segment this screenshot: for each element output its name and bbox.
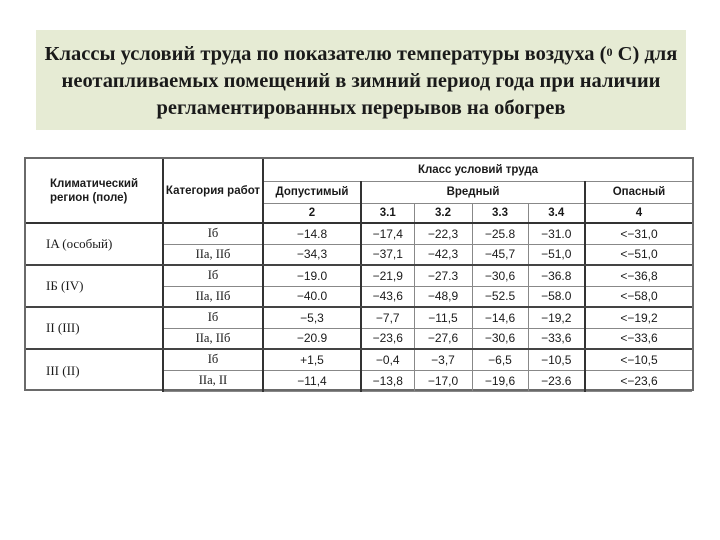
value-cell: −48,9 — [414, 286, 472, 307]
value-cell: −0,4 — [361, 349, 414, 370]
subclass-4: 4 — [585, 203, 692, 223]
value-cell: −27,6 — [414, 328, 472, 349]
category-cell: IIа, IIб — [163, 286, 263, 307]
value-cell: −19,2 — [528, 307, 585, 328]
value-cell: −58.0 — [528, 286, 585, 307]
value-cell: −10,5 — [528, 349, 585, 370]
value-cell: −23.6 — [528, 370, 585, 391]
category-cell: IIа, IIб — [163, 244, 263, 265]
value-cell: −33,6 — [528, 328, 585, 349]
header-permissible: Допустимый — [263, 181, 361, 203]
category-cell: IIа, IIб — [163, 328, 263, 349]
value-cell: −52.5 — [472, 286, 528, 307]
table-row — [26, 265, 692, 286]
value-cell: <−23,6 — [585, 370, 692, 391]
value-cell: −20.9 — [263, 328, 361, 349]
value-cell: −11,5 — [414, 307, 472, 328]
title-part-1: Классы условий труда по показателю температуры воздуха ( — [44, 42, 607, 65]
value-cell: −19.0 — [263, 265, 361, 286]
value-cell: −19,6 — [472, 370, 528, 391]
value-cell: −43,6 — [361, 286, 414, 307]
value-cell: −14.8 — [263, 223, 361, 244]
value-cell: −42,3 — [414, 244, 472, 265]
value-cell: <−58,0 — [585, 286, 692, 307]
title-superscript: 0 — [606, 44, 613, 59]
category-cell: Iб — [163, 265, 263, 286]
value-cell: −17,4 — [361, 223, 414, 244]
region-cell: IБ (IV) — [26, 265, 163, 307]
subclass-3-4: 3.4 — [528, 203, 585, 223]
value-cell: −40.0 — [263, 286, 361, 307]
subclass-3-1: 3.1 — [361, 203, 414, 223]
header-category: Категория работ — [163, 159, 263, 223]
header-region: Климатический регион (поле) — [26, 159, 163, 223]
value-cell: −27.3 — [414, 265, 472, 286]
value-cell: <−31,0 — [585, 223, 692, 244]
value-cell: −37,1 — [361, 244, 414, 265]
value-cell: <−10,5 — [585, 349, 692, 370]
subclass-3-2: 3.2 — [414, 203, 472, 223]
value-cell: −30,6 — [472, 328, 528, 349]
value-cell: −25.8 — [472, 223, 528, 244]
value-cell: −13,8 — [361, 370, 414, 391]
value-cell: <−33,6 — [585, 328, 692, 349]
category-cell: Iб — [163, 349, 263, 370]
value-cell: −11,4 — [263, 370, 361, 391]
category-cell: Iб — [163, 307, 263, 328]
value-cell: −6,5 — [472, 349, 528, 370]
header-class: Класс условий труда — [263, 159, 692, 181]
value-cell: −30,6 — [472, 265, 528, 286]
value-cell: −14,6 — [472, 307, 528, 328]
table-row — [26, 307, 692, 328]
table-row — [26, 223, 692, 244]
work-conditions-table — [26, 159, 692, 392]
header-harmful: Вредный — [361, 181, 585, 203]
subclass-3-3: 3.3 — [472, 203, 528, 223]
subclass-2: 2 — [263, 203, 361, 223]
value-cell: −3,7 — [414, 349, 472, 370]
value-cell: −21,9 — [361, 265, 414, 286]
value-cell: <−51,0 — [585, 244, 692, 265]
category-cell: Iб — [163, 223, 263, 244]
header-dangerous: Опасный — [585, 181, 692, 203]
category-cell: IIа, II — [163, 370, 263, 391]
value-cell: −5,3 — [263, 307, 361, 328]
value-cell: −17,0 — [414, 370, 472, 391]
region-cell: IA (особый) — [26, 223, 163, 265]
region-cell: II (III) — [26, 307, 163, 349]
value-cell: −34,3 — [263, 244, 361, 265]
slide-title — [36, 30, 686, 130]
value-cell: −31.0 — [528, 223, 585, 244]
value-cell: −23,6 — [361, 328, 414, 349]
value-cell: <−36,8 — [585, 265, 692, 286]
table-body — [26, 223, 692, 391]
climate-class-table — [24, 157, 694, 391]
value-cell: −45,7 — [472, 244, 528, 265]
slide-title-text — [44, 41, 678, 122]
value-cell: −22,3 — [414, 223, 472, 244]
value-cell: <−19,2 — [585, 307, 692, 328]
region-cell: III (II) — [26, 349, 163, 391]
value-cell: +1,5 — [263, 349, 361, 370]
value-cell: −36.8 — [528, 265, 585, 286]
title-part-2: С) для неотапливаемых помещений в зимний период года при наличии регламентированных перерывов на обогрев — [61, 42, 678, 119]
value-cell: −51,0 — [528, 244, 585, 265]
value-cell: −7,7 — [361, 307, 414, 328]
table-row — [26, 349, 692, 370]
